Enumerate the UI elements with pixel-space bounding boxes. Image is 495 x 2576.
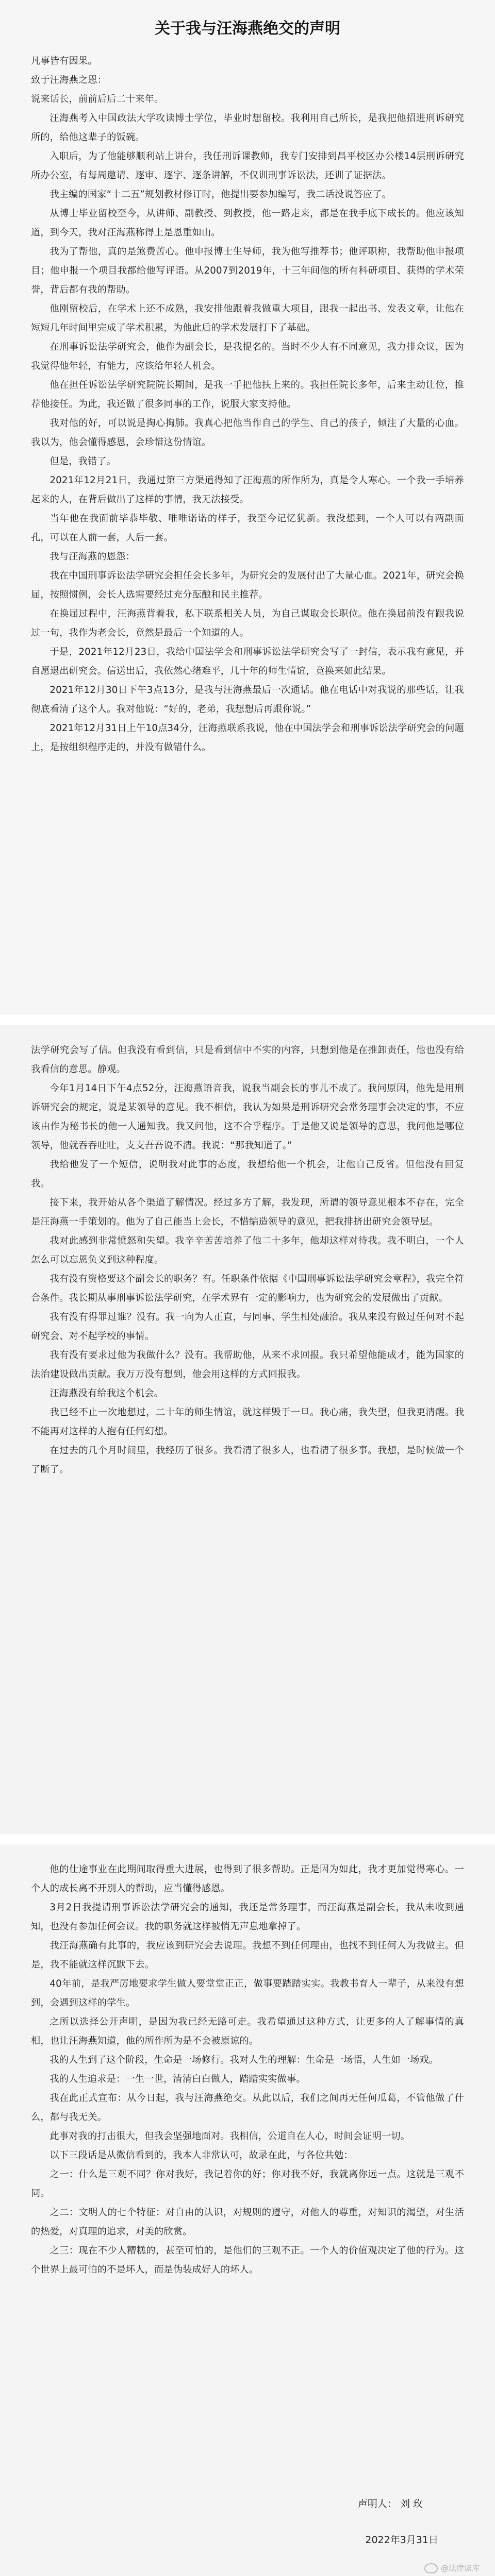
paragraph: 他在担任诉讼法学研究院院长期间，是我一手把他扶上来的。我担任院长多年，后来主动让位，推荐他接任。为此，我还做了很多同事的工作，说服大家支持他。 xyxy=(31,380,464,410)
paragraph: 但是，我错了。 xyxy=(50,456,117,467)
paragraph: 2021年12月21日，我通过第三方渠道得知了汪海燕的所作所为，真是令人寒心。一个我一手培养起来的人，在背后做出了这样的事情，我无法接受。 xyxy=(31,475,464,505)
paragraph: 2021年12月31日上午10点34分，汪海燕联系我说，他在中国法学会和刑事诉讼法学研究会的问题上，是按组织程序走的，并没有做错什么。 xyxy=(31,723,464,753)
paragraph: 汪海燕没有给我这个机会。 xyxy=(50,1388,164,1399)
paragraph: 之二：文明人的七个特征：对自由的认识，对规则的遵守，对他人的尊重，对知识的渴望，对生活的热爱，对真理的追求，对美的欣赏。 xyxy=(31,2207,464,2237)
paragraph: 我有没有要求过他为我做什么？没有。我帮助他，从来不求回报。我只希望他能成才，能为国家的法治建设做出贡献。我万万没有想到，他会用这样的方式回报我。 xyxy=(31,1350,464,1380)
paragraph: 我的人生到了这个阶段，生命是一场修行。我对人生的理解：生命是一场悟，人生如一场戏。 xyxy=(50,2055,439,2065)
page-section-2 xyxy=(0,1025,495,1834)
signature-line: 声明人： 刘 玫 xyxy=(357,2498,423,2510)
paragraph: 他刚留校后，在学术上还不成熟，我安排他跟着我做重大项目，跟我一起出书、发表文章，让他在短短几年时间里完成了学术积累，为他此后的学术发展打下了基础。 xyxy=(31,303,464,333)
paragraph: 在换届过程中，汪海燕背着我，私下联系相关人员，为自己谋取会长职位。他在换届前没有跟我说过一句，我作为老会长，竟然是最后一个知道的人。 xyxy=(31,608,464,638)
paragraph: 我汪海燕确有此事的，我应该到研究会去说理。我想不到任何理由，也找不到任何人为我做主。但是，我不能就这样沉默下去。 xyxy=(31,1940,464,1970)
paragraph: 入职后，为了他能够顺利站上讲台，我任刑诉课教师，我专门安排到昌平校区办公楼14层刑诉研究所办公室，有每周邀请、逐审、逐字、逐条讲解，不仅训刑事诉讼法，还训了证据法。 xyxy=(31,151,464,181)
paragraph: 法学研究会写了信。但我没有看到信，只是看到信中不实的内容，只想到他是在推卸责任，他也没有给我看信的意思。静观。 xyxy=(31,1045,464,1075)
paragraph: 当年他在我面前毕恭毕敬、唯唯诺诺的样子，我至今记忆犹新。我没想到，一个人可以有两副面孔，可以在人前一套，人后一套。 xyxy=(31,513,464,543)
paragraph: 汪海燕考入中国政法大学攻读博士学位，毕业时想留校。我利用自己所长，是我把他招进刑诉研究所的，给他这辈子的饭碗。 xyxy=(31,113,464,143)
page-section-3 xyxy=(0,1844,495,2576)
paragraph: 说来话长，前前后后二十来年。 xyxy=(31,94,164,105)
weibo-icon xyxy=(424,2563,438,2573)
watermark xyxy=(424,2563,480,2573)
page-separator xyxy=(0,1834,495,1844)
paragraph: 我有没有资格要这个副会长的职务？有。任职条件依据《中国刑事诉讼法学研究会章程》，我完全符合条件。我长期从事刑事诉讼法学研究，在学术界有一定的影响力，也为研究会的发展做出了贡献。 xyxy=(31,1274,464,1303)
paragraph: 他的仕途事业在此期间取得重大进展，也得到了很多帮助。正是因为如此，我才更加觉得寒心。一个人的成长离不开别人的帮助，应当懂得感恩。 xyxy=(31,1864,464,1894)
page-separator xyxy=(0,1015,495,1025)
paragraph: 我有没有得罪过谁？没有。我一向为人正直，与同事、学生相处融洽。我从来没有做过任何对不起研究会、对不起学校的事情。 xyxy=(31,1312,464,1342)
paragraph: 我已经不止一次地想过，二十年的师生情谊，就这样毁于一旦。我心痛，我失望，但我更清醒。我不能再对这样的人抱有任何幻想。 xyxy=(31,1407,464,1437)
page-3-content xyxy=(31,1860,464,2279)
paragraph: 凡事皆有因果。 xyxy=(31,56,97,66)
paragraph: 我给他发了一个短信，说明我对此事的态度，我想给他一个机会，让他自己反省。但他没有回复我。 xyxy=(31,1159,464,1189)
date-line: 2022年3月31日 xyxy=(365,2534,438,2546)
page-2-content xyxy=(31,1041,464,1479)
paragraph: 于是，2021年12月23日，我给中国法学会和刑事诉讼法学研究会写了一封信，表示我有意见，并自愿退出研究会。信送出后，我依然心绪难平，几十年的师生情谊，竟换来如此结果。 xyxy=(31,647,464,676)
paragraph: 致于汪海燕之恩： xyxy=(31,75,107,86)
page-section-1 xyxy=(0,0,495,1015)
paragraph: 我对他的好，可以说是掏心掏肺。我真心把他当作自己的学生、自己的孩子，倾注了大量的心血。我以为，他会懂得感恩，会珍惜这份情谊。 xyxy=(31,418,464,448)
paragraph: 以下三段话是从微信看到的，我本人非常认可，故录在此，与各位共勉： xyxy=(50,2150,353,2161)
paragraph: 接下来，我开始从各个渠道了解情况。经过多方了解，我发现，所谓的领导意见根本不存在，完全是汪海燕一手策划的。他为了自己能当上会长，不惜编造领导的意见，把我排挤出研究会领导层。 xyxy=(31,1197,464,1227)
paragraph: 之所以选择公开声明，是因为我已经无路可走。我希望通过这种方式，让更多的人了解事情的真相，也让汪海燕知道，他的所作所为是不会被原谅的。 xyxy=(31,2016,464,2046)
paragraph: 我与汪海燕的恩怨： xyxy=(50,551,135,562)
paragraph: 3月2日我提请刑事诉讼法学研究会的通知，我还是常务理事，而汪海燕是副会长，我从未收到通知，也没有参加任何会议。我的职务就这样被悄无声息地拿掉了。 xyxy=(31,1902,464,1932)
paragraph: 2021年12月30日下午3点13分，是我与汪海燕最后一次通话。他在电话中对我说的那些话，让我彻底看清了这个人。我对他说：“好的，老弟，我想想后再跟你说。” xyxy=(31,685,464,715)
paragraph: 此事对我的打击很大，但我会坚强地面对。我相信，公道自在人心，时间会证明一切。 xyxy=(50,2131,410,2142)
paragraph: 我为了帮他，真的是煞费苦心。他申报博士生导师，我为他写推荐书；他评职称，我帮助他申报项目；他申报一个项目我都给他写评语。从2007到2019年，十三年间他的所有科研项目、获得的学术荣誉，背后都有我的帮助。 xyxy=(31,246,464,295)
paragraph: 之三：现在不少人糟糕的，甚至可怕的，是他们的三观不正。一个人的价值观决定了他的行为。这个世界上最可怕的不是坏人，而是伪装成好人的坏人。 xyxy=(31,2245,464,2275)
page-1-content xyxy=(31,15,464,757)
paragraph: 我对此感到非常愤怒和失望。我辛辛苦苦培养了他二十多年，他却这样对待我。我不明白，一个人怎么可以忘恩负义到这种程度。 xyxy=(31,1235,464,1265)
paragraph: 我在中国刑事诉讼法学研究会担任会长多年，为研究会的发展付出了大量心血。2021年，研究会换届，按照惯例，会长人选需要经过充分酝酿和民主推荐。 xyxy=(31,570,464,600)
paragraph: 我的人生追求是：一生一世，清清白白做人，踏踏实实做事。 xyxy=(50,2074,306,2084)
document-title: 关于我与汪海燕绝交的声明 xyxy=(155,20,340,38)
paragraph: 在刑事诉讼法学研究会，他作为副会长，是我提名的。当时不少人有不同意见，我力排众议，因为我觉得他年轻，有能力，应该给年轻人机会。 xyxy=(31,342,464,371)
paragraph: 今年1月14日下午4点52分，汪海燕语音我，说我当副会长的事儿不成了。我问原因，他先是用刑诉研究会的规定，说是某领导的意见。我不相信，我认为如果是刑诉研究会常务理事会决定的事，不应该由作为秘书长的他一人通知我。我又问他，这不合乎程序。于是他又说是领导的意思，我问他是哪位领导，他就吞吞吐吐，支支吾吾说不清。我说：“那我知道了。” xyxy=(31,1083,464,1151)
paragraph: 在过去的几个月时间里，我经历了很多。我看清了很多人，也看清了很多事。我想，是时候做一个了断了。 xyxy=(31,1445,464,1475)
paragraph: 40年前，是我严厉地要求学生做人要堂堂正正，做事要踏踏实实。我教书育人一辈子，从来没有想到，会遇到这样的学生。 xyxy=(31,1978,464,2008)
paragraph: 从博士毕业留校至今，从讲师、副教授、到教授，他一路走来，都是在我手底下成长的。他应该知道，到今天，我对汪海燕称得上是恩重如山。 xyxy=(31,208,464,238)
paragraph: 我在此正式宣布：从今日起，我与汪海燕绝交。从此以后，我们之间再无任何瓜葛，不管他做了什么，都与我无关。 xyxy=(31,2093,464,2123)
paragraph: 我主编的国家“十二五”规划教材修订时，他提出要参加编写，我二话没说答应了。 xyxy=(50,189,392,200)
paragraph: 之一：什么是三观不同？你对我好，我记着你的好；你对我不好，我就离你远一点。这就是三观不同。 xyxy=(31,2169,464,2199)
watermark-text: @法律读库 xyxy=(440,2564,480,2573)
